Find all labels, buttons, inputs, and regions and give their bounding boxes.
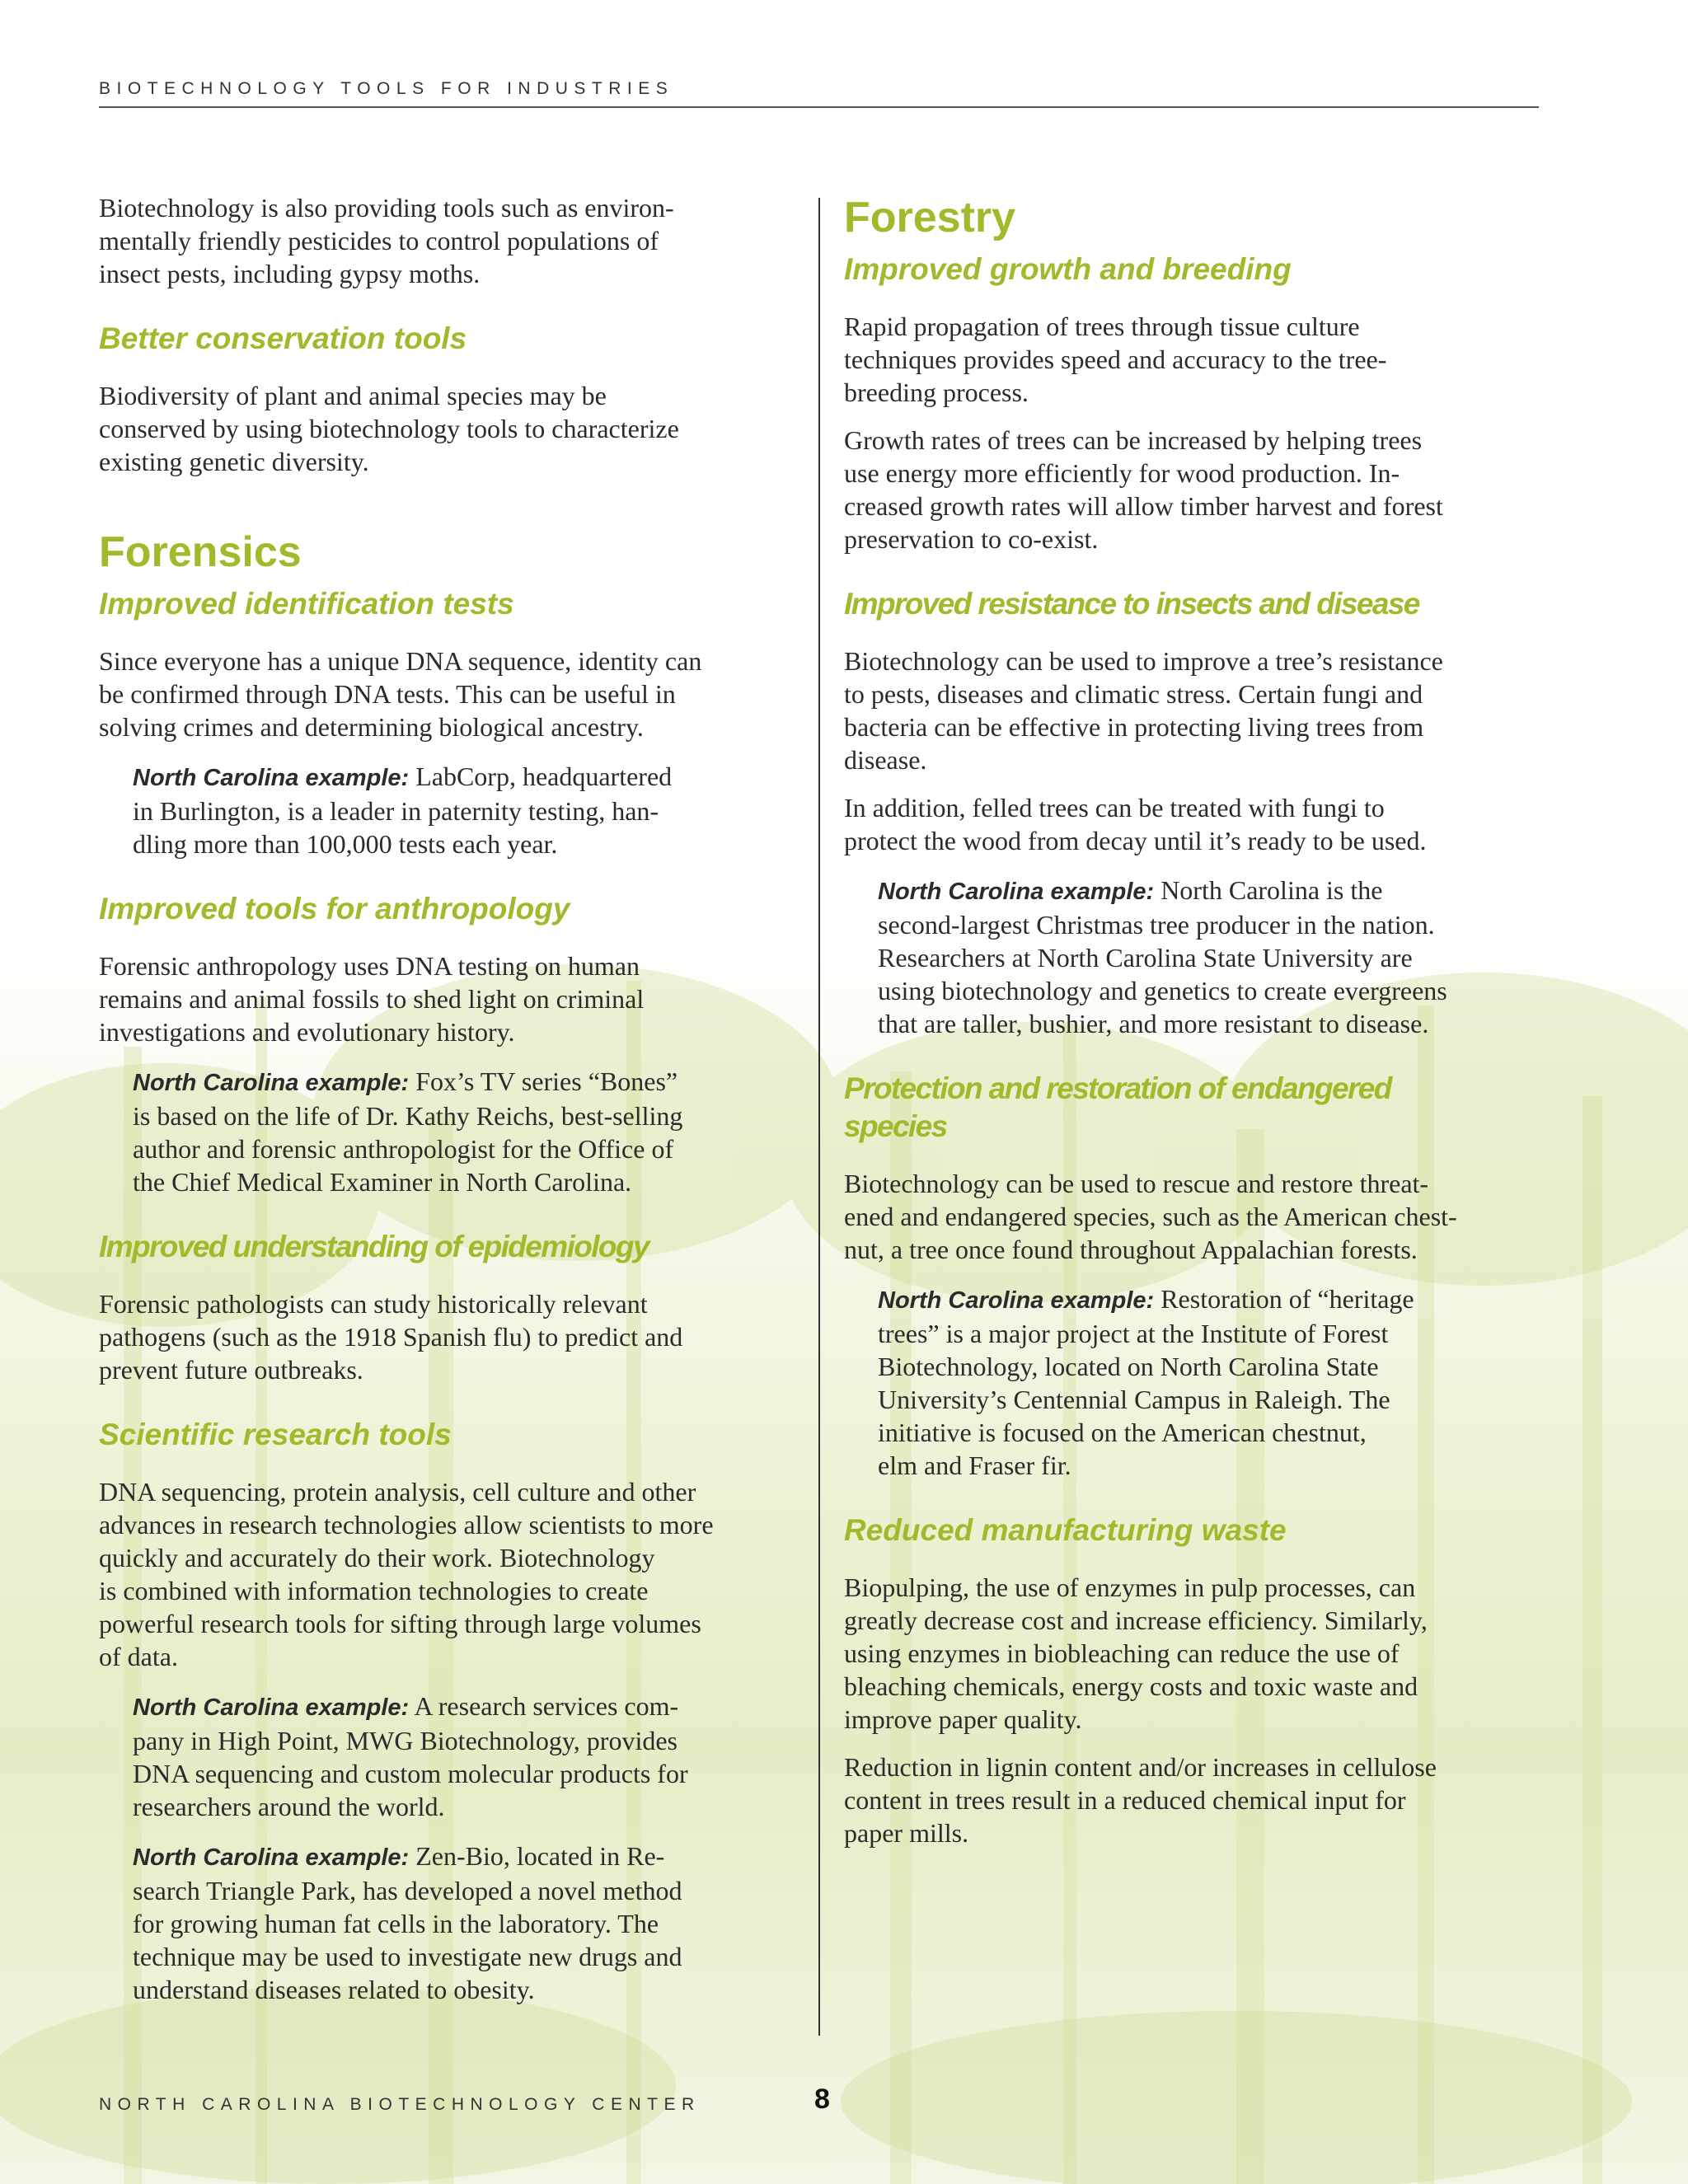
identification-body: Since everyone has a unique DNA sequence, identity can be confirmed through DNA tests. This can be useful in solving crimes and determining biological ancestry.	[99, 646, 702, 742]
example-text: Fox’s TV series “Bones” is based on the life of Dr. Kathy Reichs, best-selling author and forensic anthropologist for the Office of the Chief Medical Examiner in North Carolina.	[133, 1066, 683, 1197]
resistance-body-1: Biotechnology can be used to improve a tree’s resistance to pests, diseases and climatic stress. Certain fungi and bacteria can be effective in protecting living trees from disease.	[844, 646, 1443, 775]
right-column	[844, 191, 1546, 1849]
anthropology-heading: Improved tools for anthropology	[99, 892, 570, 926]
waste-body-2: Reduction in lignin content and/or increases in cellulose content in trees result in a reduced chemical input for paper mills.	[844, 1752, 1437, 1848]
example-text: LabCorp, headquartered in Burlington, is a leader in paternity testing, han- dling more than 100,000 tests each year.	[133, 762, 673, 859]
anthropology-body: Forensic anthropology uses DNA testing on human remains and animal fossils to shed light on criminal investigations and evolutionary history.	[99, 951, 645, 1047]
example-text: Zen-Bio, located in Re- search Triangle Park, has developed a novel method for growing human fat cells in the laboratory. The technique may be used to investigate new drugs and understand diseases related to obesity.	[133, 1841, 682, 2004]
running-head: BIOTECHNOLOGY TOOLS FOR INDUSTRIES	[99, 79, 674, 98]
conservation-heading: Better conservation tools	[99, 321, 467, 355]
growth-heading: Improved growth and breeding	[844, 252, 1292, 286]
example-label: North Carolina example:	[133, 1844, 410, 1871]
example-label: North Carolina example:	[878, 879, 1155, 905]
example-text: A research services com- pany in High Point, MWG Biotechnology, provides DNA sequencing and custom molecular products for researchers around the world.	[133, 1691, 688, 1821]
column-divider	[818, 198, 820, 2036]
research-heading: Scientific research tools	[99, 1418, 452, 1451]
resistance-heading: Improved resistance to insects and disease	[844, 587, 1419, 621]
endangered-heading: Protection and restoration of endangered species	[844, 1071, 1391, 1143]
identification-example	[99, 760, 799, 860]
footer-publisher: NORTH CAROLINA BIOTECHNOLOGY CENTER	[99, 2095, 701, 2114]
identification-heading: Improved identification tests	[99, 587, 514, 621]
epidemiology-body: Forensic pathologists can study historically relevant pathogens (such as the 1918 Spanish flu) to predict and prevent future outbreaks.	[99, 1289, 683, 1385]
example-label: North Carolina example:	[133, 1694, 410, 1721]
example-label: North Carolina example:	[878, 1287, 1155, 1314]
epidemiology-heading: Improved understanding of epidemiology	[99, 1230, 649, 1263]
endangered-body: Biotechnology can be used to rescue and restore threat- ened and endangered species, such as the American chest- nut, a tree once found throughout Appalachian forests.	[844, 1169, 1457, 1264]
resistance-example	[844, 874, 1546, 1040]
research-example-2	[99, 1840, 799, 2006]
endangered-example	[844, 1282, 1546, 1482]
waste-heading: Reduced manufacturing waste	[844, 1513, 1287, 1547]
example-text: Restoration of “heritage trees” is a major project at the Institute of Forest Biotechnology, located on North Carolina State University’s Centennial Campus in Raleigh. The initiative is focused on the American chestnut, elm and Fraser fir.	[878, 1284, 1414, 1480]
intro-paragraph: Biotechnology is also providing tools such as environ- mentally friendly pesticides to control populations of insect pests, including gypsy moths.	[99, 193, 674, 288]
forestry-heading: Forestry	[844, 194, 1016, 241]
header-rule	[99, 106, 1539, 108]
research-body: DNA sequencing, protein analysis, cell culture and other advances in research technologies allow scientists to more quickly and accurately do their work. Biotechnology is combined with information technologies to create powerful research tools for sifting through large volumes of data.	[99, 1477, 714, 1671]
left-column	[99, 191, 799, 2006]
example-label: North Carolina example:	[133, 1070, 410, 1096]
forensics-heading: Forensics	[99, 528, 302, 576]
anthropology-example	[99, 1065, 799, 1198]
growth-body-2: Growth rates of trees can be increased by helping trees use energy more efficiently for wood production. In- creased growth rates will allow timber harvest and forest preservation to co-exist.	[844, 425, 1443, 554]
research-example-1	[99, 1690, 799, 1823]
resistance-body-2: In addition, felled trees can be treated with fungi to protect the wood from decay until it’s ready to be used.	[844, 793, 1427, 855]
page-number: 8	[814, 2083, 830, 2115]
waste-body-1: Biopulping, the use of enzymes in pulp processes, can greatly decrease cost and increase efficiency. Similarly, using enzymes in biobleaching can reduce the use of bleaching chemicals, energy costs and toxic waste and improve paper quality.	[844, 1572, 1428, 1734]
growth-body-1: Rapid propagation of trees through tissue culture techniques provides speed and accuracy to the tree- breeding process.	[844, 312, 1387, 407]
example-text: North Carolina is the second-largest Christmas tree producer in the nation. Researchers at North Carolina State University are using biotechnology and genetics to create evergreens that are taller, bushier, and more resistant to disease.	[878, 875, 1447, 1038]
conservation-body: Biodiversity of plant and animal species may be conserved by using biotechnology tools to characterize existing genetic diversity.	[99, 381, 679, 476]
example-label: North Carolina example:	[133, 765, 410, 791]
